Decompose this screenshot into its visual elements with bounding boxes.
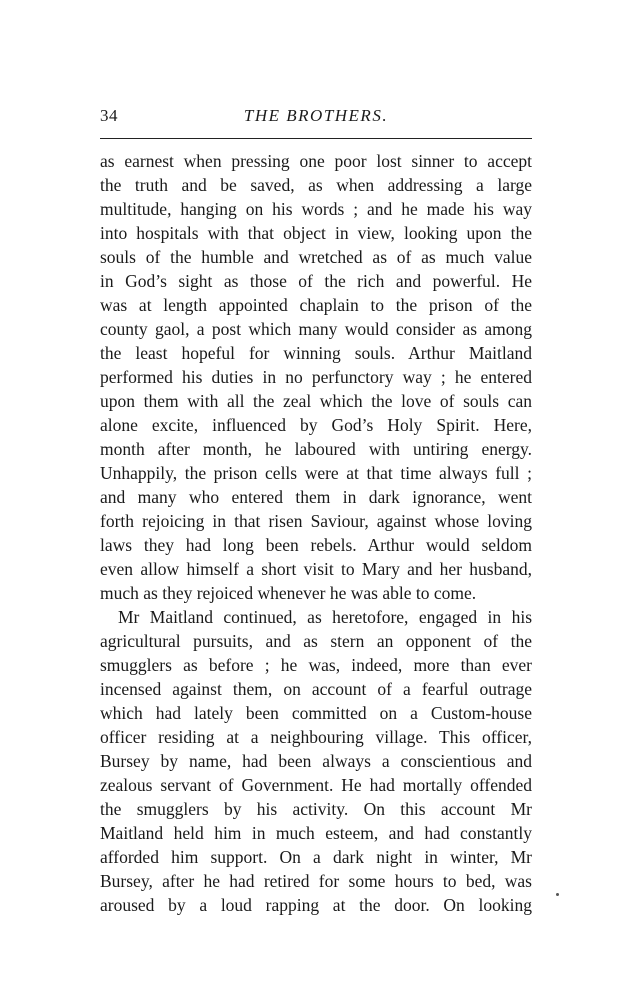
page-number: 34 [100, 106, 118, 125]
text-line: laws they had long been rebels. Arthur would seldom [100, 535, 532, 555]
text-line: much as they rejoiced whenever he was able to come. [100, 583, 477, 603]
text-line: was at length appointed chaplain to the prison of the [100, 295, 532, 315]
running-head [100, 106, 532, 130]
text-line: aroused by a loud rapping at the door. On looking [100, 895, 532, 915]
text-line: Unhappily, the prison cells were at that time always full ; [100, 463, 532, 483]
text-line: Bursey by name, had been always a conscientious and [100, 751, 532, 771]
text-line: which had lately been committed on a Custom-house [100, 703, 532, 723]
text-line: officer residing at a neighbouring village. This officer, [100, 727, 532, 747]
text-line: even allow himself a short visit to Mary and her husband, [100, 559, 532, 579]
text-line: alone excite, influenced by God’s Holy Spirit. Here, [100, 415, 532, 435]
text-line: forth rejoicing in that risen Saviour, against whose loving [100, 511, 532, 531]
body-text [100, 149, 532, 917]
running-title: THE BROTHERS. [243, 106, 389, 125]
text-line: afforded him support. On a dark night in winter, Mr [100, 847, 532, 867]
text-line: incensed against them, on account of a fearful outrage [100, 679, 532, 699]
text-line: month after month, he laboured with untiring energy. [100, 439, 532, 459]
paragraph-1 [100, 149, 532, 605]
text-line: in God’s sight as those of the rich and powerful. He [100, 271, 532, 291]
text-line: and many who entered them in dark ignorance, went [100, 487, 532, 507]
text-line: Maitland held him in much esteem, and had constantly [100, 823, 532, 843]
text-line: performed his duties in no perfunctory way ; he entered [100, 367, 532, 387]
text-line: souls of the humble and wretched as of as much value [100, 247, 532, 267]
text-line: smugglers as before ; he was, indeed, more than ever [100, 655, 532, 675]
text-line: as earnest when pressing one poor lost sinner to accept [100, 151, 532, 171]
text-line: the truth and be saved, as when addressing a large [100, 175, 532, 195]
text-line: Bursey, after he had retired for some hours to bed, was [100, 871, 532, 891]
text-line: the least hopeful for winning souls. Arthur Maitland [100, 343, 532, 363]
text-line: multitude, hanging on his words ; and he made his way [100, 199, 532, 219]
text-line: county gaol, a post which many would consider as among [100, 319, 532, 339]
text-line: agricultural pursuits, and as stern an opponent of the [100, 631, 532, 651]
text-line: zealous servant of Government. He had mortally offended [100, 775, 532, 795]
text-line: Mr Maitland continued, as heretofore, engaged in his [118, 607, 532, 627]
header-rule [100, 138, 532, 139]
print-speck [556, 893, 559, 896]
text-line: into hospitals with that object in view, looking upon the [100, 223, 532, 243]
paragraph-2 [100, 605, 532, 917]
text-line: the smugglers by his activity. On this account Mr [100, 799, 532, 819]
text-line: upon them with all the zeal which the love of souls can [100, 391, 532, 411]
